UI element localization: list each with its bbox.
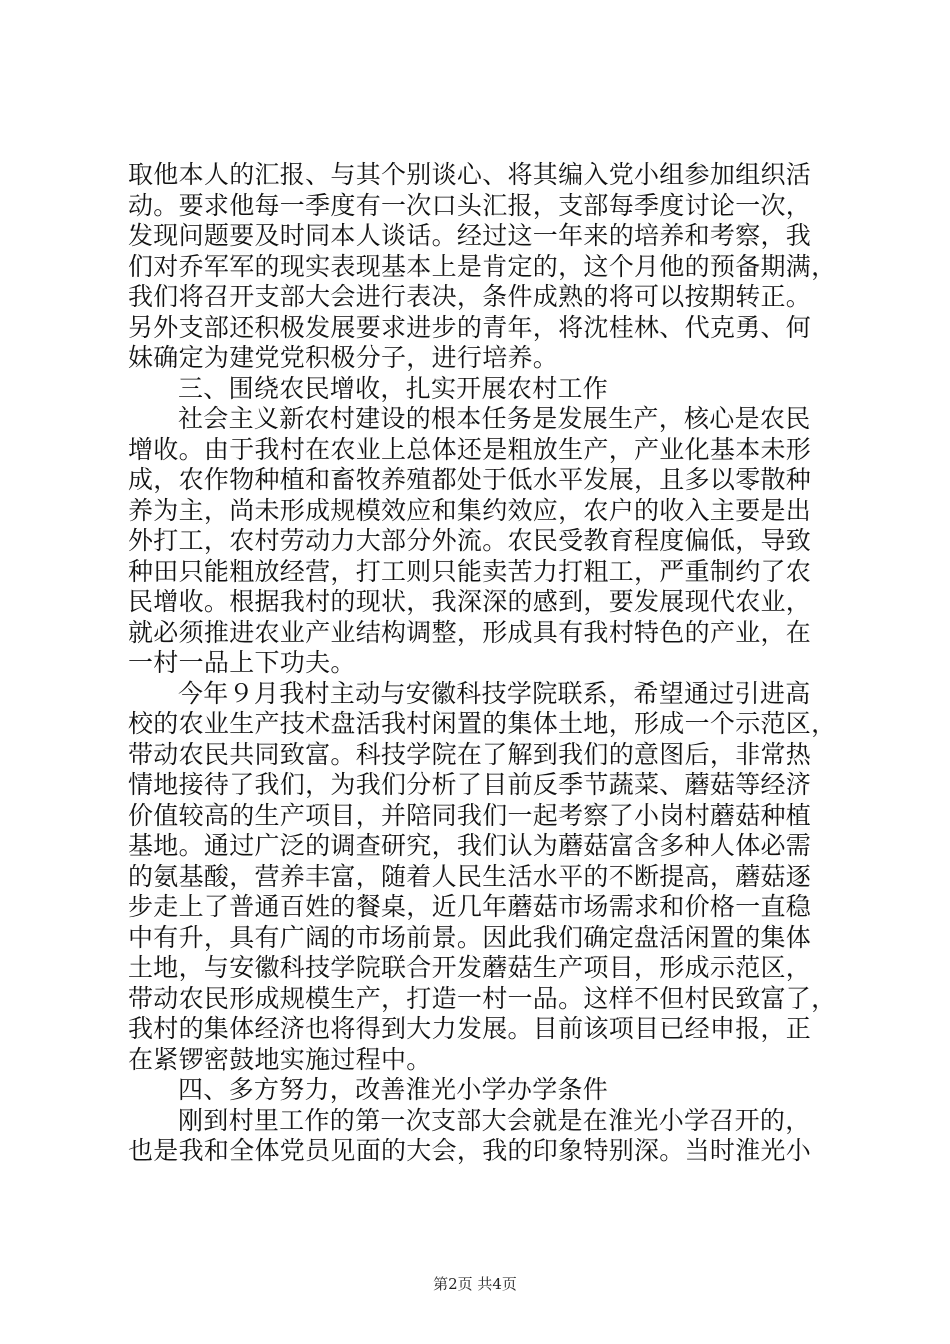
document-body — [128, 160, 848, 1167]
text-line: 在紧锣密鼓地实施过程中。 — [128, 1044, 432, 1074]
text-line: 发现问题要及时同本人谈话。经过这一年来的培养和考察，我 — [128, 221, 812, 250]
text-line: 今年９月我村主动与安徽科技学院联系，希望通过引进高 — [178, 678, 811, 708]
text-line: 也是我和全体党员见面的大会，我的印象特别深。当时淮光小 — [128, 1136, 812, 1165]
text-line: 取他本人的汇报、与其个别谈心、将其编入党小组参加组织活 — [128, 160, 812, 189]
text-line: 的氨基酸，营养丰富，随着人民生活水平的不断提高，蘑菇逐 — [128, 861, 812, 891]
text-line: 步走上了普通百姓的餐桌，近几年蘑菇市场需求和价格一直稳 — [128, 892, 812, 921]
text-line: 刚到村里工作的第一次支部大会就是在淮光小学召开的， — [178, 1105, 811, 1135]
text-line: 我们将召开支部大会进行表决，条件成熟的将可以按期转正。 — [128, 282, 812, 311]
text-line: 种田只能粗放经营，打工则只能卖苦力打粗工，严重制约了农 — [128, 556, 812, 586]
page-footer — [0, 1274, 950, 1294]
text-line: 基地。通过广泛的调查研究，我们认为蘑菇富含多种人体必需 — [128, 831, 812, 860]
text-line: 土地，与安徽科技学院联合开发蘑菇生产项目，形成示范区， — [128, 953, 812, 982]
section-heading: 三、围绕农民增收，扎实开展农村工作 — [178, 373, 609, 403]
text-line: 带动农民形成规模生产，打造一村一品。这样不但村民致富了， — [128, 983, 837, 1013]
text-line: 增收。由于我村在农业上总体还是粗放生产，产业化基本未形 — [128, 434, 812, 464]
text-line: 成，农作物种植和畜牧养殖都处于低水平发展，且多以零散种 — [128, 465, 812, 494]
page-number-label: 第2页 共4页 — [433, 1275, 517, 1293]
text-line: 一村一品上下功夫。 — [128, 648, 356, 677]
text-line: 妹确定为建党党积极分子，进行培养。 — [128, 343, 559, 372]
text-line: 另外支部还积极发展要求进步的青年，将沈桂林、代克勇、何 — [128, 312, 812, 342]
text-line: 情地接待了我们，为我们分析了目前反季节蔬菜、蘑菇等经济 — [128, 770, 812, 799]
text-line: 就必须推进农业产业结构调整，形成具有我村特色的产业，在 — [128, 617, 812, 647]
section-heading: 四、多方努力，改善淮光小学办学条件 — [178, 1075, 609, 1104]
text-line: 社会主义新农村建设的根本任务是发展生产，核心是农民 — [178, 404, 811, 433]
text-line: 带动农民共同致富。科技学院在了解到我们的意图后，非常热 — [128, 739, 812, 769]
text-line: 动。要求他每一季度有一次口头汇报，支部每季度讨论一次， — [128, 190, 812, 220]
text-line: 价值较高的生产项目，并陪同我们一起考察了小岗村蘑菇种植 — [128, 800, 812, 830]
text-line: 中有升，具有广阔的市场前景。因此我们确定盘活闲置的集体 — [128, 922, 812, 952]
text-line: 外打工，农村劳动力大部分外流。农民受教育程度偏低，导致 — [128, 526, 812, 555]
text-line: 校的农业生产技术盘活我村闲置的集体土地，形成一个示范区， — [128, 709, 837, 738]
text-line: 我村的集体经济也将得到大力发展。目前该项目已经申报，正 — [128, 1014, 812, 1043]
text-line: 养为主，尚未形成规模效应和集约效应，农户的收入主要是出 — [128, 495, 812, 525]
text-line: 们对乔军军的现实表现基本上是肯定的，这个月他的预备期满， — [128, 251, 837, 281]
text-line: 民增收。根据我村的现状，我深深的感到，要发展现代农业， — [128, 587, 812, 616]
